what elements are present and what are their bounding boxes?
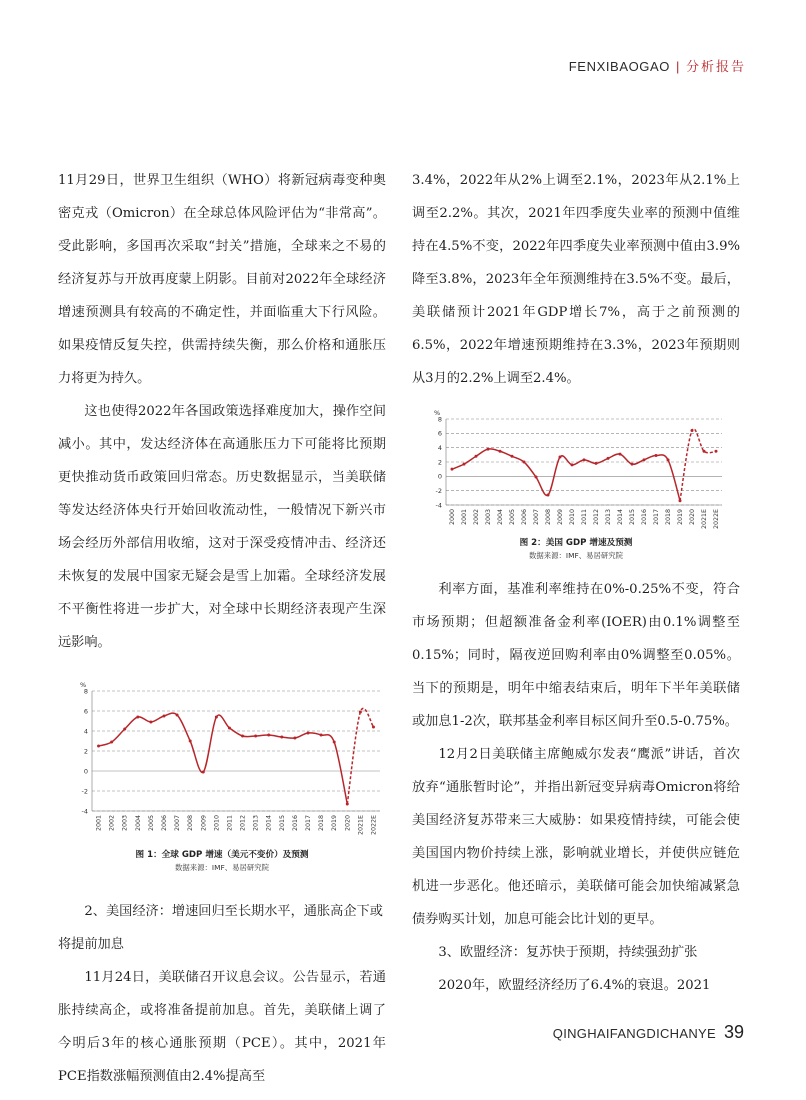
data-point	[372, 726, 375, 729]
x-tick-label: 2015	[278, 815, 286, 832]
page-number: 39	[723, 1022, 744, 1042]
y-tick-label: 2	[83, 747, 88, 756]
data-point	[715, 450, 718, 453]
x-tick-label: 2004	[134, 815, 142, 832]
x-tick-label: 2022E	[370, 815, 378, 836]
x-tick-label: 2017	[305, 815, 312, 832]
x-tick-label: 2005	[147, 815, 155, 832]
figure-2-source: 数据来源：IMF、易居研究院	[528, 551, 624, 560]
x-tick-label: 2002	[473, 509, 480, 526]
x-tick-label: 2009	[557, 509, 564, 526]
left-column	[58, 164, 386, 1093]
data-point	[595, 462, 598, 465]
data-point	[359, 711, 362, 714]
x-tick-label: 2022E	[713, 509, 720, 530]
data-point	[607, 457, 610, 460]
figure-1-caption: 图 1：全球 GDP 增速（美元不变价）及预测	[135, 850, 309, 860]
data-point	[97, 745, 100, 748]
x-tick-label: 2019	[331, 815, 339, 832]
data-point	[451, 468, 454, 471]
data-point	[110, 741, 113, 744]
data-point	[691, 429, 694, 432]
x-tick-label: 2007	[533, 509, 540, 526]
left-paragraph-3: 11月24日，美联储召开议息会议。公告显示，若通胀持续高企，或将准备提前加息。首先，美联储上调了今明后3年的核心通胀预期（PCE）。其中，2021年PCE指数涨幅预测值由2.4%提高至	[58, 970, 386, 1084]
y-tick-label: 2	[437, 458, 442, 467]
data-point	[679, 499, 682, 502]
chart-world-gdp	[58, 679, 386, 849]
figure-1	[58, 679, 386, 873]
y-unit-label: %	[434, 409, 441, 417]
x-tick-label: 2014	[617, 509, 624, 526]
data-point	[280, 736, 283, 739]
x-tick-label: 2017	[653, 509, 660, 526]
data-point	[643, 458, 646, 461]
page-header	[569, 56, 746, 75]
left-paragraph-1: 11月29日，世界卫生组织（WHO）将新冠病毒变种奥密克戎（Omicron）在全球总体风险评估为“非常高”。受此影响，多国再次采取“封关”措施，全球来之不易的经济复苏与开放再度蒙上阴影。目前对2022年全球经济增速预测具有较高的不确定性，并面临重大下行风险。如果疫情反复失控，供需持续失衡，那么价格和通胀压力将更为持久。	[58, 173, 386, 386]
x-tick-label: 2016	[291, 815, 299, 832]
data-point	[535, 476, 538, 479]
x-tick-label: 2010	[213, 815, 221, 832]
right-paragraph-4: 2020年，欧盟经济经历了6.4%的衰退。2021	[438, 978, 711, 993]
x-tick-label: 2011	[226, 815, 234, 832]
series-line-forecast	[680, 429, 716, 501]
x-tick-label: 2002	[108, 815, 116, 832]
series-line-actual	[99, 713, 348, 804]
data-point	[511, 455, 514, 458]
x-tick-label: 2021E	[701, 509, 708, 530]
x-tick-label: 2018	[318, 815, 326, 832]
footer-magazine: QINGHAIFANGDICHANYE	[552, 1026, 716, 1041]
data-point	[475, 455, 478, 458]
data-point	[631, 463, 634, 466]
data-point	[149, 721, 152, 724]
page-footer	[553, 1022, 744, 1043]
x-tick-label: 2005	[509, 509, 516, 526]
x-tick-label: 2013	[605, 509, 612, 526]
y-tick-label: 0	[83, 767, 88, 776]
data-point	[583, 458, 586, 461]
y-tick-label: 6	[437, 429, 442, 438]
header-brand: FENXIBAOGAO	[568, 59, 670, 74]
x-tick-label: 2020	[344, 815, 352, 832]
data-point	[487, 448, 490, 451]
data-point	[123, 728, 126, 731]
x-tick-label: 2014	[265, 815, 273, 832]
x-tick-label: 2008	[545, 509, 552, 526]
data-point	[547, 493, 550, 496]
x-tick-label: 2003	[121, 815, 129, 832]
data-point	[346, 803, 349, 806]
y-unit-label: %	[80, 681, 87, 689]
series-line-actual	[452, 449, 680, 501]
data-point	[333, 741, 336, 744]
y-tick-label: 8	[437, 415, 442, 424]
figure-2-caption: 图 2：美国 GDP 增速及预测	[519, 538, 633, 548]
subheading-us-economy: 2、美国经济：增速回归至长期水平，通胀高企下或将提前加息	[58, 904, 383, 952]
data-point	[163, 715, 166, 718]
left-paragraph-2: 这也使得2022年各国政策选择难度加大，操作空间减小。其中，发达经济体在高通胀压力下可能将比预期更快推动货币政策回归常态。历史数据显示，当美联储等发达经济体央行开始回收流动性，一般情况下新兴市场会经历外部信用收缩，这对于深受疫情冲击、经济还未恢复的发展中国家无疑会是雪上加霜。全球经济发展不平衡性将进一步扩大，对全球中长期经济表现产生深远影响。	[58, 404, 386, 650]
figure-2	[412, 409, 740, 561]
x-tick-label: 2006	[521, 509, 528, 526]
x-tick-label: 2004	[497, 509, 504, 526]
figure-1-source: 数据来源：IMF、易居研究院	[174, 863, 270, 872]
chart-us-gdp	[412, 409, 740, 537]
data-point	[320, 734, 323, 737]
y-tick-label: 0	[437, 472, 442, 481]
data-point	[293, 737, 296, 740]
x-tick-label: 2012	[239, 815, 247, 832]
x-tick-label: 2003	[485, 509, 492, 526]
x-tick-label: 2000	[449, 509, 456, 526]
x-tick-label: 2006	[161, 815, 168, 832]
data-point	[189, 740, 192, 743]
x-tick-label: 2010	[569, 509, 576, 526]
header-section: 分析报告	[685, 59, 746, 74]
x-tick-label: 2021E	[357, 815, 365, 836]
y-tick-label: 4	[437, 443, 442, 452]
x-tick-label: 2012	[593, 509, 600, 526]
right-paragraph-1: 3.4%，2022年从2%上调至2.1%，2023年从2.1%上调至2.2%。其次，2021年四季度失业率的预测中值维持在4.5%不变，2022年四季度失业率预测中值由3.9%降至3.8%，2023年全年预测维持在3.5%不变。最后，美联储预计2021年GDP增长7%，高于之前预测的6.5%，2022年增速预期维持在3.3%，2023年预期则从3月的2.2%上调至2.4%。	[412, 173, 740, 386]
y-tick-label: -2	[435, 486, 442, 495]
data-point	[523, 461, 526, 464]
x-tick-label: 2008	[187, 815, 195, 832]
y-tick-label: 4	[83, 727, 88, 736]
right-paragraph-2: 利率方面，基准利率维持在0%-0.25%不变，符合市场预期；但超额准备金利率(IOER)由0.1%调整至0.15%；同时，隔夜逆回购利率由0%调整至0.05%。当下的预期是，明年中缩表结束后，明年下半年美联储或加息1-2次，联邦基金利率目标区间升至0.5-0.75%。	[412, 582, 740, 729]
x-tick-label: 2020	[689, 509, 696, 526]
x-tick-label: 2001	[461, 509, 468, 526]
data-point	[254, 735, 257, 738]
x-tick-label: 2016	[641, 509, 648, 526]
data-point	[667, 458, 670, 461]
data-point	[499, 450, 502, 453]
x-tick-label: 2011	[581, 509, 588, 526]
data-point	[463, 463, 466, 466]
data-point	[571, 463, 574, 466]
x-tick-label: 2009	[200, 815, 208, 832]
y-tick-label: 8	[83, 687, 88, 696]
data-point	[215, 716, 218, 719]
subheading-eu-economy: 3、欧盟经济：复苏快于预期，持续强劲扩张	[438, 945, 698, 960]
right-column	[412, 164, 740, 1002]
data-point	[202, 771, 205, 774]
y-tick-label: 6	[83, 707, 88, 716]
y-tick-label: -2	[81, 787, 88, 796]
header-separator: |	[676, 59, 680, 74]
data-point	[655, 454, 658, 457]
data-point	[703, 450, 706, 453]
x-tick-label: 2013	[252, 815, 260, 832]
right-paragraph-3: 12月2日美联储主席鲍威尔发表“鹰派”讲话，首次放弃“通胀暂时论”，并指出新冠变异病毒Omicron将给美国经济复苏带来三大威胁：如果疫情持续，可能会使美国国内物价持续上涨，影响就业增长，并使供应链危机进一步恶化。他还暗示，美联储可能会加快缩减紧急债券购买计划，加息可能会比计划的更早。	[412, 747, 740, 927]
series-line-forecast	[347, 708, 373, 804]
data-point	[241, 735, 244, 738]
y-tick-label: -4	[435, 501, 442, 510]
x-tick-label: 2015	[629, 509, 636, 526]
data-point	[228, 727, 231, 730]
x-tick-label: 2019	[677, 509, 684, 526]
x-tick-label: 2007	[174, 815, 182, 832]
data-point	[136, 716, 139, 719]
data-point	[176, 714, 179, 717]
data-point	[619, 453, 622, 456]
x-tick-label: 2018	[665, 509, 672, 526]
data-point	[307, 732, 310, 735]
data-point	[267, 734, 270, 737]
y-tick-label: -4	[81, 807, 88, 816]
data-point	[559, 455, 562, 458]
x-tick-label: 2001	[95, 815, 103, 832]
